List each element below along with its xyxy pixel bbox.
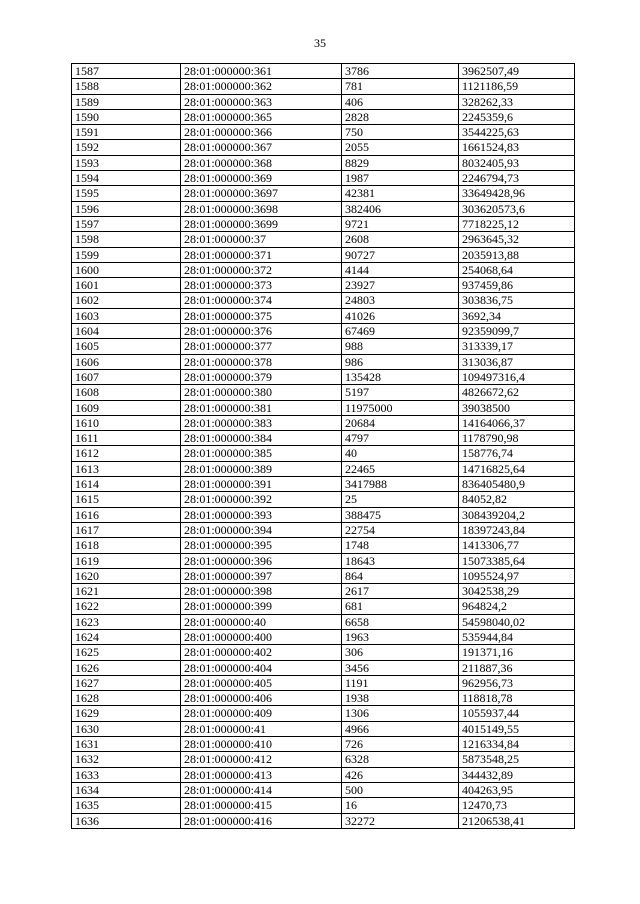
area-cell: 3417988 — [342, 477, 459, 492]
table-row — [72, 385, 575, 400]
row-number-cell: 1605 — [72, 339, 181, 354]
table-row — [72, 522, 575, 537]
cadastral-number-cell: 28:01:000000:405 — [181, 675, 342, 690]
row-number-cell: 1624 — [72, 629, 181, 644]
cadastral-number-cell: 28:01:000000:366 — [181, 125, 342, 140]
value-cell: 14716825,64 — [459, 461, 575, 476]
value-cell: 118818,78 — [459, 691, 575, 706]
table-row — [72, 721, 575, 736]
row-number-cell: 1599 — [72, 247, 181, 262]
row-number-cell: 1623 — [72, 614, 181, 629]
cadastral-number-cell: 28:01:000000:374 — [181, 293, 342, 308]
value-cell: 21206538,41 — [459, 813, 575, 828]
area-cell: 1938 — [342, 691, 459, 706]
row-number-cell: 1615 — [72, 492, 181, 507]
area-cell: 1963 — [342, 629, 459, 644]
row-number-cell: 1617 — [72, 522, 181, 537]
area-cell: 4797 — [342, 431, 459, 446]
value-cell: 4015149,55 — [459, 721, 575, 736]
area-cell: 388475 — [342, 507, 459, 522]
table-row — [72, 691, 575, 706]
area-cell: 16 — [342, 798, 459, 813]
area-cell: 3456 — [342, 660, 459, 675]
cadastral-number-cell: 28:01:000000:3698 — [181, 201, 342, 216]
table-row — [72, 660, 575, 675]
row-number-cell: 1603 — [72, 308, 181, 323]
value-cell: 535944,84 — [459, 629, 575, 644]
row-number-cell: 1595 — [72, 186, 181, 201]
area-cell: 382406 — [342, 201, 459, 216]
row-number-cell: 1606 — [72, 354, 181, 369]
table-row — [72, 308, 575, 323]
value-cell: 404263,95 — [459, 782, 575, 797]
area-cell: 67469 — [342, 324, 459, 339]
row-number-cell: 1620 — [72, 568, 181, 583]
table-row — [72, 538, 575, 553]
value-cell: 1055937,44 — [459, 706, 575, 721]
cadastral-number-cell: 28:01:000000:394 — [181, 522, 342, 537]
value-cell: 211887,36 — [459, 660, 575, 675]
table-row — [72, 782, 575, 797]
cadastral-number-cell: 28:01:000000:368 — [181, 155, 342, 170]
area-cell: 25 — [342, 492, 459, 507]
area-cell: 681 — [342, 599, 459, 614]
value-cell: 15073385,64 — [459, 553, 575, 568]
table-row — [72, 492, 575, 507]
table-row — [72, 446, 575, 461]
value-cell: 4826672,62 — [459, 385, 575, 400]
row-number-cell: 1611 — [72, 431, 181, 446]
cadastral-number-cell: 28:01:000000:367 — [181, 140, 342, 155]
table-row — [72, 568, 575, 583]
row-number-cell: 1610 — [72, 415, 181, 430]
table-row — [72, 461, 575, 476]
row-number-cell: 1608 — [72, 385, 181, 400]
value-cell: 158776,74 — [459, 446, 575, 461]
table-row — [72, 477, 575, 492]
area-cell: 23927 — [342, 278, 459, 293]
table-row — [72, 584, 575, 599]
cadastral-number-cell: 28:01:000000:399 — [181, 599, 342, 614]
area-cell: 41026 — [342, 308, 459, 323]
parcel-table — [71, 63, 575, 829]
cadastral-number-cell: 28:01:000000:362 — [181, 79, 342, 94]
row-number-cell: 1626 — [72, 660, 181, 675]
table-row — [72, 94, 575, 109]
value-cell: 836405480,9 — [459, 477, 575, 492]
value-cell: 3962507,49 — [459, 64, 575, 79]
row-number-cell: 1634 — [72, 782, 181, 797]
table-row — [72, 553, 575, 568]
area-cell: 8829 — [342, 155, 459, 170]
area-cell: 306 — [342, 645, 459, 660]
area-cell: 90727 — [342, 247, 459, 262]
value-cell: 84052,82 — [459, 492, 575, 507]
cadastral-number-cell: 28:01:000000:391 — [181, 477, 342, 492]
table-row — [72, 324, 575, 339]
value-cell: 12470,73 — [459, 798, 575, 813]
value-cell: 1121186,59 — [459, 79, 575, 94]
cadastral-number-cell: 28:01:000000:40 — [181, 614, 342, 629]
table-row — [72, 629, 575, 644]
value-cell: 2963645,32 — [459, 232, 575, 247]
cadastral-number-cell: 28:01:000000:372 — [181, 262, 342, 277]
row-number-cell: 1616 — [72, 507, 181, 522]
value-cell: 3692,34 — [459, 308, 575, 323]
cadastral-number-cell: 28:01:000000:402 — [181, 645, 342, 660]
table-row — [72, 109, 575, 124]
area-cell: 2055 — [342, 140, 459, 155]
row-number-cell: 1612 — [72, 446, 181, 461]
table-row — [72, 507, 575, 522]
cadastral-number-cell: 28:01:000000:365 — [181, 109, 342, 124]
area-cell: 2828 — [342, 109, 459, 124]
value-cell: 3042538,29 — [459, 584, 575, 599]
row-number-cell: 1629 — [72, 706, 181, 721]
cadastral-number-cell: 28:01:000000:373 — [181, 278, 342, 293]
value-cell: 313036,87 — [459, 354, 575, 369]
area-cell: 988 — [342, 339, 459, 354]
row-number-cell: 1604 — [72, 324, 181, 339]
value-cell: 191371,16 — [459, 645, 575, 660]
cadastral-number-cell: 28:01:000000:363 — [181, 94, 342, 109]
area-cell: 6328 — [342, 752, 459, 767]
value-cell: 303620573,6 — [459, 201, 575, 216]
table-row — [72, 201, 575, 216]
area-cell: 4966 — [342, 721, 459, 736]
cadastral-number-cell: 28:01:000000:369 — [181, 171, 342, 186]
table-row — [72, 706, 575, 721]
row-number-cell: 1594 — [72, 171, 181, 186]
row-number-cell: 1593 — [72, 155, 181, 170]
area-cell: 1748 — [342, 538, 459, 553]
cadastral-number-cell: 28:01:000000:383 — [181, 415, 342, 430]
row-number-cell: 1630 — [72, 721, 181, 736]
cadastral-number-cell: 28:01:000000:406 — [181, 691, 342, 706]
value-cell: 8032405,93 — [459, 155, 575, 170]
table-row — [72, 675, 575, 690]
row-number-cell: 1614 — [72, 477, 181, 492]
value-cell: 964824,2 — [459, 599, 575, 614]
area-cell: 5197 — [342, 385, 459, 400]
table-row — [72, 645, 575, 660]
area-cell: 726 — [342, 737, 459, 752]
area-cell: 864 — [342, 568, 459, 583]
table-row — [72, 171, 575, 186]
row-number-cell: 1600 — [72, 262, 181, 277]
row-number-cell: 1592 — [72, 140, 181, 155]
cadastral-number-cell: 28:01:000000:37 — [181, 232, 342, 247]
table-row — [72, 155, 575, 170]
table-row — [72, 293, 575, 308]
row-number-cell: 1607 — [72, 369, 181, 384]
table-row — [72, 140, 575, 155]
row-number-cell: 1589 — [72, 94, 181, 109]
cadastral-number-cell: 28:01:000000:409 — [181, 706, 342, 721]
cadastral-number-cell: 28:01:000000:410 — [181, 737, 342, 752]
cadastral-number-cell: 28:01:000000:371 — [181, 247, 342, 262]
area-cell: 1987 — [342, 171, 459, 186]
cadastral-number-cell: 28:01:000000:379 — [181, 369, 342, 384]
area-cell: 22465 — [342, 461, 459, 476]
table-row — [72, 798, 575, 813]
table-row — [72, 431, 575, 446]
row-number-cell: 1598 — [72, 232, 181, 247]
row-number-cell: 1635 — [72, 798, 181, 813]
area-cell: 22754 — [342, 522, 459, 537]
table-row — [72, 64, 575, 79]
row-number-cell: 1609 — [72, 400, 181, 415]
value-cell: 1095524,97 — [459, 568, 575, 583]
cadastral-number-cell: 28:01:000000:385 — [181, 446, 342, 461]
cadastral-number-cell: 28:01:000000:404 — [181, 660, 342, 675]
value-cell: 1661524,83 — [459, 140, 575, 155]
table-row — [72, 79, 575, 94]
value-cell: 308439204,2 — [459, 507, 575, 522]
area-cell: 781 — [342, 79, 459, 94]
row-number-cell: 1625 — [72, 645, 181, 660]
row-number-cell: 1590 — [72, 109, 181, 124]
table-row — [72, 262, 575, 277]
cadastral-number-cell: 28:01:000000:389 — [181, 461, 342, 476]
row-number-cell: 1628 — [72, 691, 181, 706]
area-cell: 2617 — [342, 584, 459, 599]
table-row — [72, 415, 575, 430]
cadastral-number-cell: 28:01:000000:378 — [181, 354, 342, 369]
row-number-cell: 1613 — [72, 461, 181, 476]
row-number-cell: 1596 — [72, 201, 181, 216]
cadastral-number-cell: 28:01:000000:384 — [181, 431, 342, 446]
row-number-cell: 1587 — [72, 64, 181, 79]
area-cell: 20684 — [342, 415, 459, 430]
area-cell: 135428 — [342, 369, 459, 384]
table-row — [72, 813, 575, 828]
value-cell: 344432,89 — [459, 767, 575, 782]
row-number-cell: 1622 — [72, 599, 181, 614]
table-row — [72, 216, 575, 231]
cadastral-number-cell: 28:01:000000:377 — [181, 339, 342, 354]
area-cell: 1306 — [342, 706, 459, 721]
parcel-table-body — [72, 64, 575, 829]
value-cell: 7718225,12 — [459, 216, 575, 231]
table-row — [72, 752, 575, 767]
cadastral-number-cell: 28:01:000000:414 — [181, 782, 342, 797]
value-cell: 2035913,88 — [459, 247, 575, 262]
row-number-cell: 1636 — [72, 813, 181, 828]
cadastral-number-cell: 28:01:000000:395 — [181, 538, 342, 553]
area-cell: 4144 — [342, 262, 459, 277]
table-row — [72, 278, 575, 293]
row-number-cell: 1631 — [72, 737, 181, 752]
cadastral-number-cell: 28:01:000000:415 — [181, 798, 342, 813]
cadastral-number-cell: 28:01:000000:361 — [181, 64, 342, 79]
cadastral-number-cell: 28:01:000000:413 — [181, 767, 342, 782]
area-cell: 406 — [342, 94, 459, 109]
value-cell: 109497316,4 — [459, 369, 575, 384]
area-cell: 32272 — [342, 813, 459, 828]
area-cell: 750 — [342, 125, 459, 140]
row-number-cell: 1627 — [72, 675, 181, 690]
table-row — [72, 125, 575, 140]
area-cell: 24803 — [342, 293, 459, 308]
area-cell: 986 — [342, 354, 459, 369]
value-cell: 962956,73 — [459, 675, 575, 690]
row-number-cell: 1597 — [72, 216, 181, 231]
area-cell: 40 — [342, 446, 459, 461]
row-number-cell: 1602 — [72, 293, 181, 308]
value-cell: 313339,17 — [459, 339, 575, 354]
value-cell: 2245359,6 — [459, 109, 575, 124]
table-row — [72, 354, 575, 369]
area-cell: 18643 — [342, 553, 459, 568]
table-row — [72, 767, 575, 782]
cadastral-number-cell: 28:01:000000:376 — [181, 324, 342, 339]
value-cell: 937459,86 — [459, 278, 575, 293]
cadastral-number-cell: 28:01:000000:381 — [181, 400, 342, 415]
cadastral-number-cell: 28:01:000000:397 — [181, 568, 342, 583]
area-cell: 2608 — [342, 232, 459, 247]
value-cell: 14164066,37 — [459, 415, 575, 430]
value-cell: 328262,33 — [459, 94, 575, 109]
row-number-cell: 1632 — [72, 752, 181, 767]
cadastral-number-cell: 28:01:000000:398 — [181, 584, 342, 599]
row-number-cell: 1618 — [72, 538, 181, 553]
row-number-cell: 1601 — [72, 278, 181, 293]
row-number-cell: 1633 — [72, 767, 181, 782]
page-number: 35 — [314, 36, 326, 50]
cadastral-number-cell: 28:01:000000:41 — [181, 721, 342, 736]
area-cell: 1191 — [342, 675, 459, 690]
table-row — [72, 232, 575, 247]
table-row — [72, 737, 575, 752]
value-cell: 33649428,96 — [459, 186, 575, 201]
table-row — [72, 614, 575, 629]
row-number-cell: 1588 — [72, 79, 181, 94]
table-row — [72, 339, 575, 354]
table-row — [72, 369, 575, 384]
area-cell: 6658 — [342, 614, 459, 629]
row-number-cell: 1621 — [72, 584, 181, 599]
table-row — [72, 599, 575, 614]
table-row — [72, 400, 575, 415]
cadastral-number-cell: 28:01:000000:375 — [181, 308, 342, 323]
area-cell: 11975000 — [342, 400, 459, 415]
area-cell: 426 — [342, 767, 459, 782]
row-number-cell: 1591 — [72, 125, 181, 140]
area-cell: 3786 — [342, 64, 459, 79]
cadastral-number-cell: 28:01:000000:393 — [181, 507, 342, 522]
value-cell: 5873548,25 — [459, 752, 575, 767]
table-row — [72, 247, 575, 262]
table-row — [72, 186, 575, 201]
value-cell: 254068,64 — [459, 262, 575, 277]
value-cell: 1216334,84 — [459, 737, 575, 752]
area-cell: 42381 — [342, 186, 459, 201]
value-cell: 18397243,84 — [459, 522, 575, 537]
cadastral-number-cell: 28:01:000000:3697 — [181, 186, 342, 201]
row-number-cell: 1619 — [72, 553, 181, 568]
cadastral-number-cell: 28:01:000000:400 — [181, 629, 342, 644]
value-cell: 1178790,98 — [459, 431, 575, 446]
cadastral-number-cell: 28:01:000000:3699 — [181, 216, 342, 231]
cadastral-number-cell: 28:01:000000:412 — [181, 752, 342, 767]
cadastral-number-cell: 28:01:000000:396 — [181, 553, 342, 568]
value-cell: 3544225,63 — [459, 125, 575, 140]
value-cell: 303836,75 — [459, 293, 575, 308]
value-cell: 2246794,73 — [459, 171, 575, 186]
area-cell: 9721 — [342, 216, 459, 231]
area-cell: 500 — [342, 782, 459, 797]
cadastral-number-cell: 28:01:000000:416 — [181, 813, 342, 828]
value-cell: 1413306,77 — [459, 538, 575, 553]
cadastral-number-cell: 28:01:000000:392 — [181, 492, 342, 507]
value-cell: 39038500 — [459, 400, 575, 415]
cadastral-number-cell: 28:01:000000:380 — [181, 385, 342, 400]
value-cell: 54598040,02 — [459, 614, 575, 629]
value-cell: 92359099,7 — [459, 324, 575, 339]
